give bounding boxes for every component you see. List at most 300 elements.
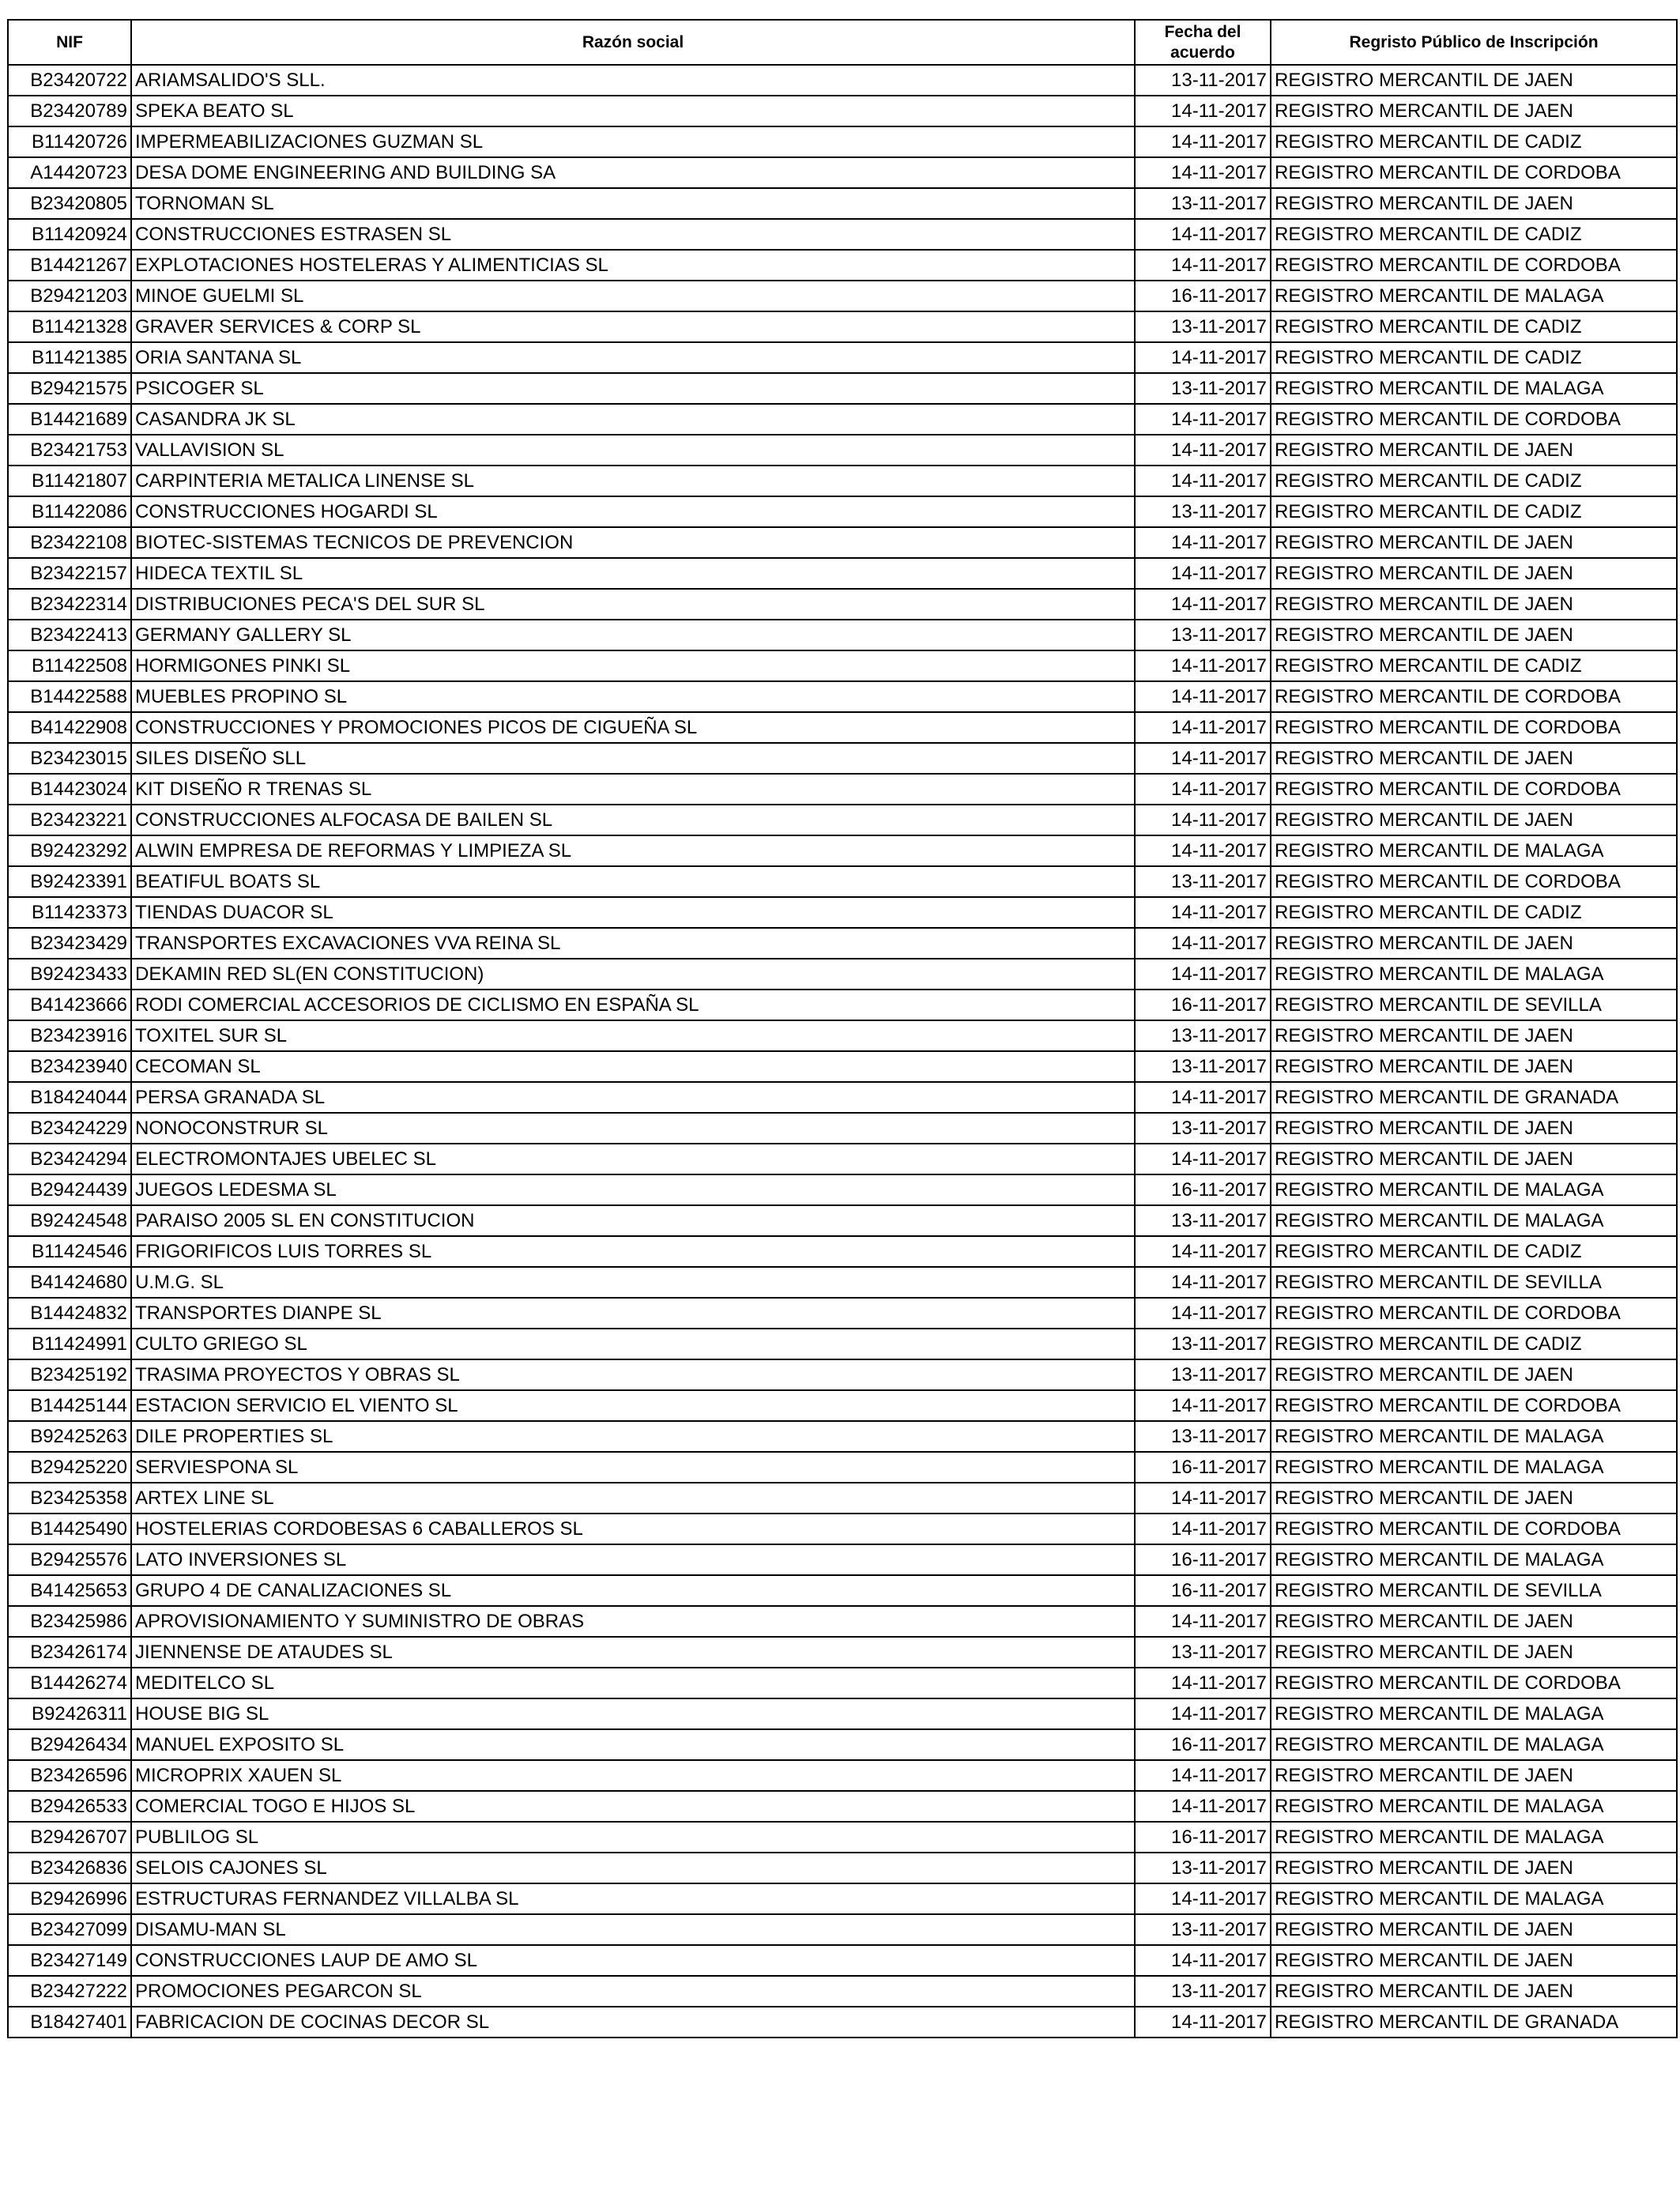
cell-company-name: CONSTRUCCIONES Y PROMOCIONES PICOS DE CIGUEÑA SL bbox=[131, 712, 1135, 743]
cell-nif: B23421753 bbox=[8, 435, 131, 466]
table-body bbox=[8, 65, 1677, 2038]
cell-registry: REGISTRO MERCANTIL DE MALAGA bbox=[1271, 1421, 1677, 1452]
table-row bbox=[8, 835, 1677, 866]
cell-company-name: LATO INVERSIONES SL bbox=[131, 1544, 1135, 1575]
cell-nif: B14421267 bbox=[8, 250, 131, 281]
table-row bbox=[8, 1298, 1677, 1329]
table-row bbox=[8, 342, 1677, 373]
cell-nif: B23422413 bbox=[8, 620, 131, 650]
cell-agreement-date: 14-11-2017 bbox=[1135, 435, 1271, 466]
cell-company-name: ARIAMSALIDO'S SLL. bbox=[131, 65, 1135, 96]
table-row bbox=[8, 1390, 1677, 1421]
table-row bbox=[8, 1236, 1677, 1267]
cell-agreement-date: 14-11-2017 bbox=[1135, 712, 1271, 743]
cell-agreement-date: 14-11-2017 bbox=[1135, 1267, 1271, 1298]
cell-company-name: PSICOGER SL bbox=[131, 373, 1135, 404]
cell-nif: B14423024 bbox=[8, 774, 131, 805]
cell-nif: B23423015 bbox=[8, 743, 131, 774]
cell-registry: REGISTRO MERCANTIL DE MALAGA bbox=[1271, 373, 1677, 404]
table-row bbox=[8, 897, 1677, 928]
cell-company-name: GRAVER SERVICES & CORP SL bbox=[131, 311, 1135, 342]
cell-nif: B11420726 bbox=[8, 126, 131, 157]
header-company-name: Razón social bbox=[131, 20, 1135, 65]
cell-nif: B23422314 bbox=[8, 589, 131, 620]
cell-nif: B14426274 bbox=[8, 1668, 131, 1698]
cell-nif: B23423429 bbox=[8, 928, 131, 959]
cell-company-name: DISTRIBUCIONES PECA'S DEL SUR SL bbox=[131, 589, 1135, 620]
table-row bbox=[8, 1729, 1677, 1760]
cell-nif: B23423940 bbox=[8, 1051, 131, 1082]
table-row bbox=[8, 527, 1677, 558]
cell-nif: B41422908 bbox=[8, 712, 131, 743]
cell-nif: B92423391 bbox=[8, 866, 131, 897]
table-row bbox=[8, 219, 1677, 250]
cell-company-name: TIENDAS DUACOR SL bbox=[131, 897, 1135, 928]
cell-agreement-date: 13-11-2017 bbox=[1135, 1976, 1271, 2007]
table-row bbox=[8, 1822, 1677, 1853]
cell-nif: B23424229 bbox=[8, 1113, 131, 1144]
cell-company-name: SPEKA BEATO SL bbox=[131, 96, 1135, 126]
table-row bbox=[8, 990, 1677, 1020]
cell-nif: B11421807 bbox=[8, 466, 131, 496]
cell-nif: B29424439 bbox=[8, 1174, 131, 1205]
cell-registry: REGISTRO MERCANTIL DE MALAGA bbox=[1271, 281, 1677, 311]
table-row bbox=[8, 743, 1677, 774]
cell-agreement-date: 13-11-2017 bbox=[1135, 866, 1271, 897]
table-row bbox=[8, 1514, 1677, 1544]
cell-agreement-date: 16-11-2017 bbox=[1135, 1452, 1271, 1483]
cell-agreement-date: 13-11-2017 bbox=[1135, 1051, 1271, 1082]
table-row bbox=[8, 1113, 1677, 1144]
cell-nif: B92425263 bbox=[8, 1421, 131, 1452]
cell-agreement-date: 14-11-2017 bbox=[1135, 1883, 1271, 1914]
table-row bbox=[8, 250, 1677, 281]
cell-company-name: SELOIS CAJONES SL bbox=[131, 1853, 1135, 1883]
cell-agreement-date: 14-11-2017 bbox=[1135, 1760, 1271, 1791]
cell-company-name: CECOMAN SL bbox=[131, 1051, 1135, 1082]
cell-company-name: NONOCONSTRUR SL bbox=[131, 1113, 1135, 1144]
table-row bbox=[8, 589, 1677, 620]
table-row bbox=[8, 1853, 1677, 1883]
header-registry: Regristo Público de Inscripción bbox=[1271, 20, 1677, 65]
cell-company-name: GRUPO 4 DE CANALIZACIONES SL bbox=[131, 1575, 1135, 1606]
cell-nif: B29421575 bbox=[8, 373, 131, 404]
cell-registry: REGISTRO MERCANTIL DE JAEN bbox=[1271, 1976, 1677, 2007]
cell-agreement-date: 13-11-2017 bbox=[1135, 620, 1271, 650]
table-row bbox=[8, 1575, 1677, 1606]
cell-registry: REGISTRO MERCANTIL DE MALAGA bbox=[1271, 1729, 1677, 1760]
cell-registry: REGISTRO MERCANTIL DE JAEN bbox=[1271, 188, 1677, 219]
cell-company-name: SILES DISEÑO SLL bbox=[131, 743, 1135, 774]
table-row bbox=[8, 1174, 1677, 1205]
cell-company-name: FABRICACION DE COCINAS DECOR SL bbox=[131, 2007, 1135, 2038]
cell-nif: B11422086 bbox=[8, 496, 131, 527]
table-row bbox=[8, 404, 1677, 435]
cell-registry: REGISTRO MERCANTIL DE JAEN bbox=[1271, 527, 1677, 558]
cell-nif: B92426311 bbox=[8, 1698, 131, 1729]
cell-registry: REGISTRO MERCANTIL DE CADIZ bbox=[1271, 342, 1677, 373]
table-row bbox=[8, 805, 1677, 835]
cell-agreement-date: 14-11-2017 bbox=[1135, 959, 1271, 990]
cell-nif: B11422508 bbox=[8, 650, 131, 681]
cell-registry: REGISTRO MERCANTIL DE JAEN bbox=[1271, 1144, 1677, 1174]
cell-nif: B23425192 bbox=[8, 1359, 131, 1390]
table-row bbox=[8, 866, 1677, 897]
table-row bbox=[8, 1267, 1677, 1298]
cell-company-name: DILE PROPERTIES SL bbox=[131, 1421, 1135, 1452]
cell-registry: REGISTRO MERCANTIL DE MALAGA bbox=[1271, 1544, 1677, 1575]
table-row bbox=[8, 466, 1677, 496]
cell-registry: REGISTRO MERCANTIL DE CADIZ bbox=[1271, 496, 1677, 527]
cell-registry: REGISTRO MERCANTIL DE MALAGA bbox=[1271, 959, 1677, 990]
cell-company-name: FRIGORIFICOS LUIS TORRES SL bbox=[131, 1236, 1135, 1267]
table-row bbox=[8, 1914, 1677, 1945]
cell-registry: REGISTRO MERCANTIL DE JAEN bbox=[1271, 558, 1677, 589]
cell-company-name: MEDITELCO SL bbox=[131, 1668, 1135, 1698]
cell-registry: REGISTRO MERCANTIL DE JAEN bbox=[1271, 1945, 1677, 1976]
table-row bbox=[8, 435, 1677, 466]
table-row bbox=[8, 1668, 1677, 1698]
cell-nif: B41424680 bbox=[8, 1267, 131, 1298]
cell-nif: B11421385 bbox=[8, 342, 131, 373]
cell-agreement-date: 14-11-2017 bbox=[1135, 805, 1271, 835]
cell-company-name: ALWIN EMPRESA DE REFORMAS Y LIMPIEZA SL bbox=[131, 835, 1135, 866]
cell-agreement-date: 14-11-2017 bbox=[1135, 1698, 1271, 1729]
cell-registry: REGISTRO MERCANTIL DE JAEN bbox=[1271, 928, 1677, 959]
table-row bbox=[8, 558, 1677, 589]
cell-company-name: MINOE GUELMI SL bbox=[131, 281, 1135, 311]
table-row bbox=[8, 1329, 1677, 1359]
cell-company-name: PARAISO 2005 SL EN CONSTITUCION bbox=[131, 1205, 1135, 1236]
cell-registry: REGISTRO MERCANTIL DE JAEN bbox=[1271, 435, 1677, 466]
table-row bbox=[8, 928, 1677, 959]
cell-company-name: KIT DISEÑO R TRENAS SL bbox=[131, 774, 1135, 805]
cell-company-name: CASANDRA JK SL bbox=[131, 404, 1135, 435]
cell-agreement-date: 14-11-2017 bbox=[1135, 1236, 1271, 1267]
cell-agreement-date: 16-11-2017 bbox=[1135, 1575, 1271, 1606]
cell-registry: REGISTRO MERCANTIL DE CADIZ bbox=[1271, 311, 1677, 342]
cell-agreement-date: 13-11-2017 bbox=[1135, 1853, 1271, 1883]
cell-nif: B23425358 bbox=[8, 1483, 131, 1514]
cell-registry: REGISTRO MERCANTIL DE CORDOBA bbox=[1271, 1668, 1677, 1698]
cell-registry: REGISTRO MERCANTIL DE JAEN bbox=[1271, 620, 1677, 650]
cell-registry: REGISTRO MERCANTIL DE JAEN bbox=[1271, 805, 1677, 835]
cell-agreement-date: 13-11-2017 bbox=[1135, 1637, 1271, 1668]
cell-nif: B14422588 bbox=[8, 681, 131, 712]
table-row bbox=[8, 1791, 1677, 1822]
header-nif: NIF bbox=[8, 20, 131, 65]
cell-company-name: BEATIFUL BOATS SL bbox=[131, 866, 1135, 897]
cell-registry: REGISTRO MERCANTIL DE JAEN bbox=[1271, 1359, 1677, 1390]
cell-agreement-date: 14-11-2017 bbox=[1135, 1144, 1271, 1174]
cell-nif: B11424546 bbox=[8, 1236, 131, 1267]
cell-nif: B23423221 bbox=[8, 805, 131, 835]
cell-agreement-date: 14-11-2017 bbox=[1135, 126, 1271, 157]
cell-agreement-date: 16-11-2017 bbox=[1135, 1174, 1271, 1205]
header-agreement-date: Fecha del acuerdo bbox=[1135, 20, 1271, 65]
cell-nif: B18424044 bbox=[8, 1082, 131, 1113]
cell-nif: B23420722 bbox=[8, 65, 131, 96]
cell-registry: REGISTRO MERCANTIL DE SEVILLA bbox=[1271, 1575, 1677, 1606]
cell-registry: REGISTRO MERCANTIL DE CORDOBA bbox=[1271, 1390, 1677, 1421]
cell-registry: REGISTRO MERCANTIL DE CORDOBA bbox=[1271, 157, 1677, 188]
cell-nif: B23420805 bbox=[8, 188, 131, 219]
cell-company-name: CONSTRUCCIONES ESTRASEN SL bbox=[131, 219, 1135, 250]
table-row bbox=[8, 712, 1677, 743]
cell-nif: B23423916 bbox=[8, 1020, 131, 1051]
cell-agreement-date: 14-11-2017 bbox=[1135, 1791, 1271, 1822]
table-row bbox=[8, 96, 1677, 126]
table-row bbox=[8, 1544, 1677, 1575]
cell-registry: REGISTRO MERCANTIL DE JAEN bbox=[1271, 65, 1677, 96]
cell-registry: REGISTRO MERCANTIL DE CORDOBA bbox=[1271, 250, 1677, 281]
cell-agreement-date: 14-11-2017 bbox=[1135, 589, 1271, 620]
cell-company-name: MUEBLES PROPINO SL bbox=[131, 681, 1135, 712]
cell-agreement-date: 14-11-2017 bbox=[1135, 250, 1271, 281]
cell-nif: B23427099 bbox=[8, 1914, 131, 1945]
cell-registry: REGISTRO MERCANTIL DE CORDOBA bbox=[1271, 1298, 1677, 1329]
cell-company-name: ORIA SANTANA SL bbox=[131, 342, 1135, 373]
cell-registry: REGISTRO MERCANTIL DE JAEN bbox=[1271, 1760, 1677, 1791]
cell-agreement-date: 14-11-2017 bbox=[1135, 1298, 1271, 1329]
table-row bbox=[8, 157, 1677, 188]
cell-agreement-date: 13-11-2017 bbox=[1135, 496, 1271, 527]
table-row bbox=[8, 1082, 1677, 1113]
cell-company-name: CONSTRUCCIONES ALFOCASA DE BAILEN SL bbox=[131, 805, 1135, 835]
cell-nif: B23426174 bbox=[8, 1637, 131, 1668]
table-row bbox=[8, 1359, 1677, 1390]
cell-company-name: PUBLILOG SL bbox=[131, 1822, 1135, 1853]
cell-registry: REGISTRO MERCANTIL DE MALAGA bbox=[1271, 1205, 1677, 1236]
cell-nif: B29426996 bbox=[8, 1883, 131, 1914]
cell-registry: REGISTRO MERCANTIL DE GRANADA bbox=[1271, 1082, 1677, 1113]
cell-agreement-date: 14-11-2017 bbox=[1135, 558, 1271, 589]
cell-company-name: ELECTROMONTAJES UBELEC SL bbox=[131, 1144, 1135, 1174]
cell-registry: REGISTRO MERCANTIL DE CADIZ bbox=[1271, 1329, 1677, 1359]
cell-agreement-date: 14-11-2017 bbox=[1135, 650, 1271, 681]
cell-registry: REGISTRO MERCANTIL DE MALAGA bbox=[1271, 1822, 1677, 1853]
cell-registry: REGISTRO MERCANTIL DE MALAGA bbox=[1271, 1452, 1677, 1483]
cell-agreement-date: 13-11-2017 bbox=[1135, 311, 1271, 342]
cell-agreement-date: 14-11-2017 bbox=[1135, 342, 1271, 373]
cell-registry: REGISTRO MERCANTIL DE JAEN bbox=[1271, 96, 1677, 126]
cell-registry: REGISTRO MERCANTIL DE CORDOBA bbox=[1271, 712, 1677, 743]
cell-agreement-date: 14-11-2017 bbox=[1135, 96, 1271, 126]
cell-nif: B11421328 bbox=[8, 311, 131, 342]
cell-company-name: DISAMU-MAN SL bbox=[131, 1914, 1135, 1945]
cell-agreement-date: 14-11-2017 bbox=[1135, 1390, 1271, 1421]
cell-agreement-date: 14-11-2017 bbox=[1135, 681, 1271, 712]
cell-registry: REGISTRO MERCANTIL DE JAEN bbox=[1271, 1606, 1677, 1637]
table-row bbox=[8, 373, 1677, 404]
cell-company-name: TRANSPORTES DIANPE SL bbox=[131, 1298, 1135, 1329]
cell-nif: B11423373 bbox=[8, 897, 131, 928]
cell-company-name: TRASIMA PROYECTOS Y OBRAS SL bbox=[131, 1359, 1135, 1390]
cell-nif: B14425144 bbox=[8, 1390, 131, 1421]
cell-registry: REGISTRO MERCANTIL DE JAEN bbox=[1271, 743, 1677, 774]
table-row bbox=[8, 311, 1677, 342]
table-row bbox=[8, 1883, 1677, 1914]
table-row bbox=[8, 774, 1677, 805]
cell-company-name: CULTO GRIEGO SL bbox=[131, 1329, 1135, 1359]
cell-company-name: PROMOCIONES PEGARCON SL bbox=[131, 1976, 1135, 2007]
cell-agreement-date: 16-11-2017 bbox=[1135, 1729, 1271, 1760]
cell-registry: REGISTRO MERCANTIL DE JAEN bbox=[1271, 1853, 1677, 1883]
cell-agreement-date: 14-11-2017 bbox=[1135, 404, 1271, 435]
cell-agreement-date: 14-11-2017 bbox=[1135, 466, 1271, 496]
cell-company-name: MICROPRIX XAUEN SL bbox=[131, 1760, 1135, 1791]
cell-company-name: CONSTRUCCIONES HOGARDI SL bbox=[131, 496, 1135, 527]
table-row bbox=[8, 1452, 1677, 1483]
cell-agreement-date: 13-11-2017 bbox=[1135, 65, 1271, 96]
cell-agreement-date: 14-11-2017 bbox=[1135, 897, 1271, 928]
cell-company-name: COMERCIAL TOGO E HIJOS SL bbox=[131, 1791, 1135, 1822]
cell-company-name: VALLAVISION SL bbox=[131, 435, 1135, 466]
table-row bbox=[8, 1945, 1677, 1976]
cell-registry: REGISTRO MERCANTIL DE CADIZ bbox=[1271, 650, 1677, 681]
table-row bbox=[8, 1637, 1677, 1668]
cell-agreement-date: 14-11-2017 bbox=[1135, 1483, 1271, 1514]
cell-agreement-date: 14-11-2017 bbox=[1135, 1668, 1271, 1698]
cell-registry: REGISTRO MERCANTIL DE MALAGA bbox=[1271, 1883, 1677, 1914]
cell-registry: REGISTRO MERCANTIL DE CADIZ bbox=[1271, 466, 1677, 496]
cell-nif: B29426434 bbox=[8, 1729, 131, 1760]
table-row bbox=[8, 1698, 1677, 1729]
cell-company-name: GERMANY GALLERY SL bbox=[131, 620, 1135, 650]
cell-company-name: TORNOMAN SL bbox=[131, 188, 1135, 219]
table-row bbox=[8, 1144, 1677, 1174]
table-row bbox=[8, 496, 1677, 527]
cell-registry: REGISTRO MERCANTIL DE CADIZ bbox=[1271, 219, 1677, 250]
cell-registry: REGISTRO MERCANTIL DE GRANADA bbox=[1271, 2007, 1677, 2038]
cell-nif: B23426596 bbox=[8, 1760, 131, 1791]
cell-agreement-date: 14-11-2017 bbox=[1135, 1945, 1271, 1976]
cell-agreement-date: 14-11-2017 bbox=[1135, 527, 1271, 558]
table-row bbox=[8, 1483, 1677, 1514]
cell-agreement-date: 13-11-2017 bbox=[1135, 1329, 1271, 1359]
cell-registry: REGISTRO MERCANTIL DE CORDOBA bbox=[1271, 774, 1677, 805]
cell-nif: B23427149 bbox=[8, 1945, 131, 1976]
cell-registry: REGISTRO MERCANTIL DE CORDOBA bbox=[1271, 866, 1677, 897]
cell-agreement-date: 13-11-2017 bbox=[1135, 1421, 1271, 1452]
cell-company-name: SERVIESPONA SL bbox=[131, 1452, 1135, 1483]
cell-agreement-date: 14-11-2017 bbox=[1135, 774, 1271, 805]
cell-nif: B23422157 bbox=[8, 558, 131, 589]
cell-company-name: APROVISIONAMIENTO Y SUMINISTRO DE OBRAS bbox=[131, 1606, 1135, 1637]
cell-agreement-date: 13-11-2017 bbox=[1135, 1359, 1271, 1390]
table-row bbox=[8, 281, 1677, 311]
table-row bbox=[8, 650, 1677, 681]
cell-nif: B14421689 bbox=[8, 404, 131, 435]
cell-nif: B23427222 bbox=[8, 1976, 131, 2007]
cell-company-name: RODI COMERCIAL ACCESORIOS DE CICLISMO EN ESPAÑA SL bbox=[131, 990, 1135, 1020]
cell-agreement-date: 14-11-2017 bbox=[1135, 743, 1271, 774]
cell-nif: B92423433 bbox=[8, 959, 131, 990]
cell-company-name: CARPINTERIA METALICA LINENSE SL bbox=[131, 466, 1135, 496]
cell-registry: REGISTRO MERCANTIL DE JAEN bbox=[1271, 1020, 1677, 1051]
cell-company-name: TRANSPORTES EXCAVACIONES VVA REINA SL bbox=[131, 928, 1135, 959]
table-row bbox=[8, 681, 1677, 712]
cell-nif: A14420723 bbox=[8, 157, 131, 188]
cell-company-name: DEKAMIN RED SL(EN CONSTITUCION) bbox=[131, 959, 1135, 990]
table-header-row bbox=[8, 20, 1677, 65]
cell-registry: REGISTRO MERCANTIL DE CORDOBA bbox=[1271, 681, 1677, 712]
cell-nif: B23420789 bbox=[8, 96, 131, 126]
cell-company-name: IMPERMEABILIZACIONES GUZMAN SL bbox=[131, 126, 1135, 157]
cell-nif: B92423292 bbox=[8, 835, 131, 866]
cell-registry: REGISTRO MERCANTIL DE MALAGA bbox=[1271, 1174, 1677, 1205]
cell-nif: B14425490 bbox=[8, 1514, 131, 1544]
cell-nif: B29426707 bbox=[8, 1822, 131, 1853]
cell-company-name: CONSTRUCCIONES LAUP DE AMO SL bbox=[131, 1945, 1135, 1976]
cell-registry: REGISTRO MERCANTIL DE JAEN bbox=[1271, 1483, 1677, 1514]
cell-agreement-date: 14-11-2017 bbox=[1135, 1082, 1271, 1113]
cell-nif: B11424991 bbox=[8, 1329, 131, 1359]
table-row bbox=[8, 959, 1677, 990]
cell-company-name: DESA DOME ENGINEERING AND BUILDING SA bbox=[131, 157, 1135, 188]
cell-registry: REGISTRO MERCANTIL DE JAEN bbox=[1271, 589, 1677, 620]
cell-registry: REGISTRO MERCANTIL DE MALAGA bbox=[1271, 835, 1677, 866]
cell-agreement-date: 14-11-2017 bbox=[1135, 2007, 1271, 2038]
table-row bbox=[8, 1205, 1677, 1236]
cell-nif: B29425576 bbox=[8, 1544, 131, 1575]
cell-agreement-date: 13-11-2017 bbox=[1135, 1113, 1271, 1144]
cell-company-name: ESTRUCTURAS FERNANDEZ VILLALBA SL bbox=[131, 1883, 1135, 1914]
cell-company-name: ESTACION SERVICIO EL VIENTO SL bbox=[131, 1390, 1135, 1421]
cell-company-name: BIOTEC-SISTEMAS TECNICOS DE PREVENCION bbox=[131, 527, 1135, 558]
cell-registry: REGISTRO MERCANTIL DE JAEN bbox=[1271, 1914, 1677, 1945]
cell-nif: B29425220 bbox=[8, 1452, 131, 1483]
cell-nif: B23422108 bbox=[8, 527, 131, 558]
cell-agreement-date: 14-11-2017 bbox=[1135, 219, 1271, 250]
cell-agreement-date: 14-11-2017 bbox=[1135, 1514, 1271, 1544]
table-row bbox=[8, 1760, 1677, 1791]
cell-nif: B23424294 bbox=[8, 1144, 131, 1174]
cell-registry: REGISTRO MERCANTIL DE CORDOBA bbox=[1271, 1514, 1677, 1544]
cell-company-name: MANUEL EXPOSITO SL bbox=[131, 1729, 1135, 1760]
cell-company-name: JUEGOS LEDESMA SL bbox=[131, 1174, 1135, 1205]
cell-company-name: HOSTELERIAS CORDOBESAS 6 CABALLEROS SL bbox=[131, 1514, 1135, 1544]
cell-agreement-date: 13-11-2017 bbox=[1135, 1205, 1271, 1236]
cell-company-name: HORMIGONES PINKI SL bbox=[131, 650, 1135, 681]
cell-registry: REGISTRO MERCANTIL DE SEVILLA bbox=[1271, 990, 1677, 1020]
table-row bbox=[8, 1421, 1677, 1452]
cell-agreement-date: 16-11-2017 bbox=[1135, 1544, 1271, 1575]
table-row bbox=[8, 1976, 1677, 2007]
cell-company-name: HOUSE BIG SL bbox=[131, 1698, 1135, 1729]
cell-agreement-date: 13-11-2017 bbox=[1135, 188, 1271, 219]
cell-nif: B23425986 bbox=[8, 1606, 131, 1637]
cell-agreement-date: 13-11-2017 bbox=[1135, 1914, 1271, 1945]
companies-table bbox=[7, 19, 1678, 2038]
cell-nif: B29421203 bbox=[8, 281, 131, 311]
cell-nif: B92424548 bbox=[8, 1205, 131, 1236]
cell-company-name: EXPLOTACIONES HOSTELERAS Y ALIMENTICIAS SL bbox=[131, 250, 1135, 281]
cell-registry: REGISTRO MERCANTIL DE CADIZ bbox=[1271, 1236, 1677, 1267]
table-row bbox=[8, 1606, 1677, 1637]
cell-nif: B41425653 bbox=[8, 1575, 131, 1606]
cell-company-name: HIDECA TEXTIL SL bbox=[131, 558, 1135, 589]
cell-nif: B18427401 bbox=[8, 2007, 131, 2038]
cell-company-name: TOXITEL SUR SL bbox=[131, 1020, 1135, 1051]
cell-nif: B41423666 bbox=[8, 990, 131, 1020]
cell-registry: REGISTRO MERCANTIL DE CADIZ bbox=[1271, 126, 1677, 157]
cell-agreement-date: 16-11-2017 bbox=[1135, 1822, 1271, 1853]
cell-agreement-date: 13-11-2017 bbox=[1135, 373, 1271, 404]
table-row bbox=[8, 2007, 1677, 2038]
cell-agreement-date: 16-11-2017 bbox=[1135, 990, 1271, 1020]
cell-registry: REGISTRO MERCANTIL DE JAEN bbox=[1271, 1113, 1677, 1144]
